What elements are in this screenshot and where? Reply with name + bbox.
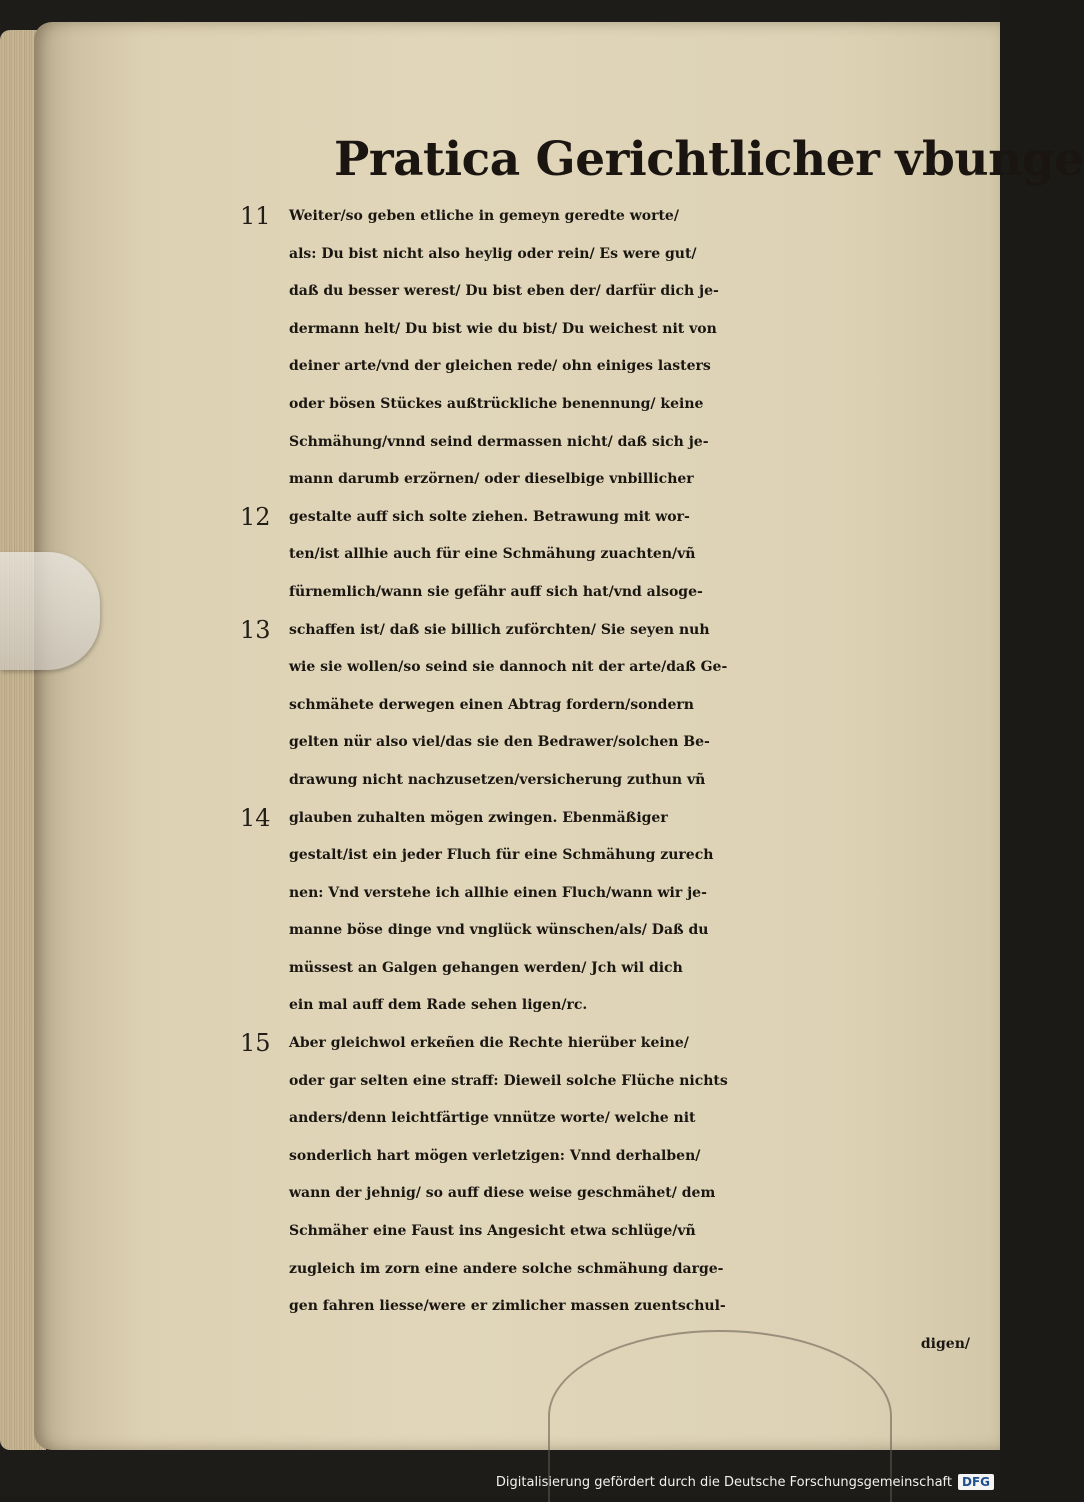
line-text: schmähete derwegen einen Abtrag fordern/sondern (289, 696, 694, 713)
line-text: drawung nicht nachzusetzen/versicherung zuthun vñ (289, 771, 706, 788)
text-line (240, 762, 970, 800)
text-line (240, 386, 970, 424)
text-line (240, 236, 970, 274)
line-text: wann der jehnig/ so auff diese weise geschmähet/ dem (289, 1185, 716, 1202)
funding-credit: Digitalisierung gefördert durch die Deutsche Forschungsgemeinschaft (495, 1474, 952, 1490)
text-line (240, 687, 970, 725)
text-line (240, 612, 970, 650)
text-line (240, 800, 970, 838)
text-line (240, 987, 970, 1025)
margin-number: 14 (240, 803, 271, 832)
text-line (240, 499, 970, 537)
text-line (240, 424, 970, 462)
line-text: Schmäher eine Faust ins Angesicht etwa schlüge/vñ (289, 1223, 696, 1240)
catchword: digen/ (920, 1335, 970, 1352)
text-line (240, 1251, 970, 1289)
line-text: gestalt/ist ein jeder Fluch für eine Schmähung zurech (289, 847, 714, 864)
line-text: wie sie wollen/so seind sie dannoch nit der arte/daß Ge- (289, 659, 728, 676)
dfg-logo: DFG (958, 1474, 994, 1490)
line-text: mann darumb erzörnen/ oder dieselbige vnbillicher (289, 471, 694, 488)
line-text: oder bösen Stückes außtrückliche benennung/ keine (289, 395, 704, 412)
line-text: zugleich im zorn eine andere solche schmähung darge- (289, 1260, 724, 1277)
text-line (240, 273, 970, 311)
line-text: anders/denn leichtfärtige vnnütze worte/ welche nit (289, 1110, 696, 1127)
text-line (240, 875, 970, 913)
text-block (240, 198, 970, 1363)
line-text: gestalte auff sich solte ziehen. Betrawung mit wor- (289, 508, 690, 525)
text-line (240, 311, 970, 349)
line-text: daß du besser werest/ Du bist eben der/ darfür dich je- (289, 283, 719, 300)
text-line (240, 1100, 970, 1138)
text-line (240, 1175, 970, 1213)
running-head: Pratica Gerichtlicher vbunge (334, 132, 1084, 187)
line-text: schaffen ist/ daß sie billich zuförchten/ Sie seyen nuh (289, 621, 710, 638)
line-text: müssest an Galgen gehangen werden/ Jch wil dich (289, 959, 683, 976)
text-line (240, 950, 970, 988)
line-text: sonderlich hart mögen verletzigen: Vnnd derhalben/ (289, 1147, 701, 1164)
text-line (240, 1213, 970, 1251)
text-line (240, 574, 970, 612)
text-line (240, 837, 970, 875)
margin-number: 15 (240, 1029, 271, 1058)
line-text: Aber gleichwol erkeñen die Rechte hierüber keine/ (289, 1035, 689, 1052)
margin-number: 11 (240, 202, 271, 230)
footer (496, 1471, 994, 1493)
text-line (240, 198, 970, 236)
margin-number: 13 (240, 615, 271, 644)
text-line (240, 1025, 970, 1063)
line-text: gelten nür also viel/das sie den Bedrawer/solchen Be- (289, 734, 710, 751)
line-text: glauben zuhalten mögen zwingen. Ebenmäßiger (289, 809, 668, 826)
line-text: manne böse dinge vnd vnglück wünschen/als/ Daß du (289, 922, 709, 939)
line-text: ten/ist allhie auch für eine Schmähung zuachten/vñ (289, 546, 696, 563)
margin-number: 12 (240, 502, 271, 531)
text-line (240, 1138, 970, 1176)
line-text: fürnemlich/wann sie gefähr auff sich hat/vnd alsoge- (289, 583, 703, 600)
line-text: oder gar selten eine straff: Dieweil solche Flüche nichts (289, 1072, 728, 1089)
text-line (240, 1063, 970, 1101)
line-text: deiner arte/vnd der gleichen rede/ ohn einiges lasters (289, 358, 711, 375)
line-text: Schmähung/vnnd seind dermassen nicht/ daß sich je- (289, 433, 709, 450)
line-text: Weiter/so geben etliche in gemeyn geredte worte/ (289, 208, 679, 224)
text-line (240, 912, 970, 950)
text-line (240, 649, 970, 687)
line-text: gen fahren liesse/were er zimlicher massen zuentschul- (289, 1298, 726, 1315)
line-text: als: Du bist nicht also heylig oder rein/ Es were gut/ (289, 245, 697, 262)
page-clip (0, 552, 100, 670)
line-text: dermann helt/ Du bist wie du bist/ Du weichest nit von (289, 320, 717, 337)
text-line (240, 724, 970, 762)
text-line (240, 1288, 970, 1326)
text-line (240, 536, 970, 574)
line-text: nen: Vnd verstehe ich allhie einen Fluch/wann wir je- (289, 884, 707, 901)
text-line (240, 461, 970, 499)
line-text: ein mal auff dem Rade sehen ligen/rc. (289, 997, 588, 1014)
text-line (240, 348, 970, 386)
